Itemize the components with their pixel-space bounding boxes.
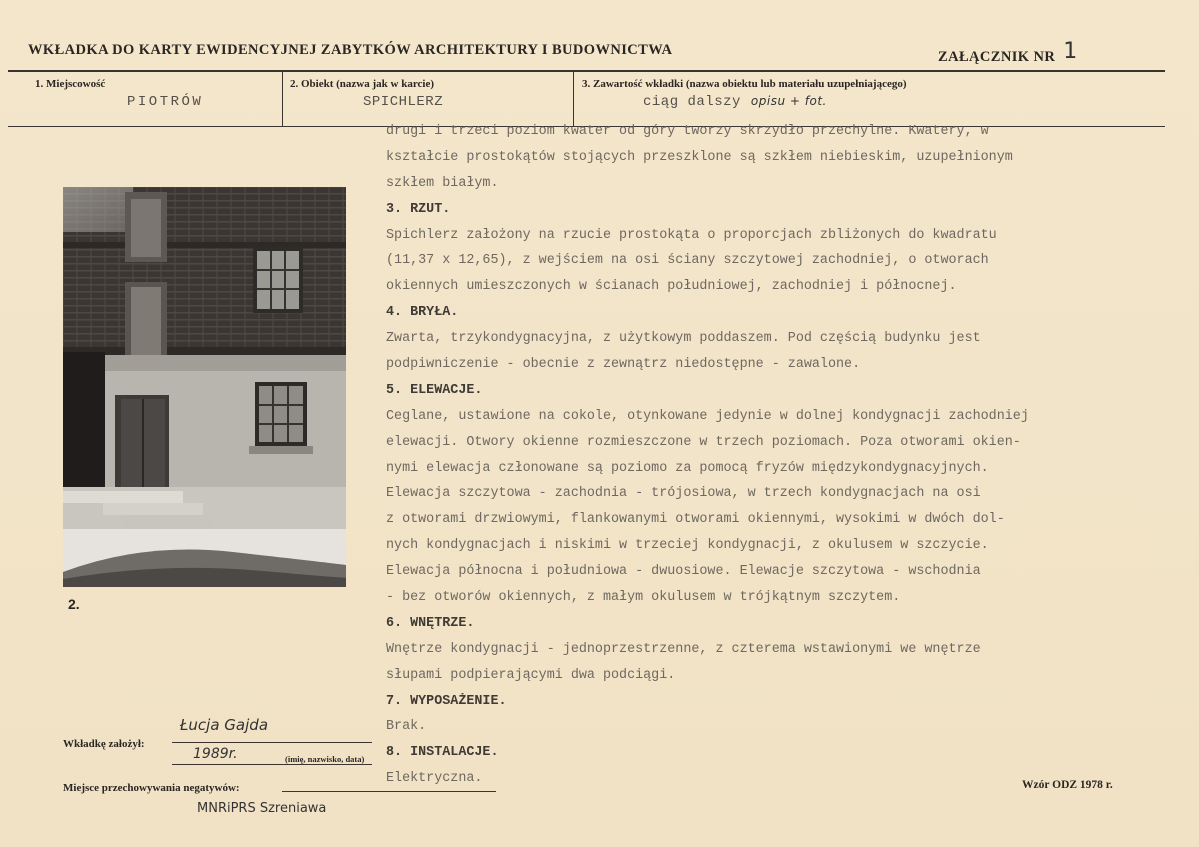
description-line: okiennych umieszczonych w ścianach południowej, zachodniej i północnej. [386,279,957,295]
description-line: - bez otworów okiennych, z małym okulusem w trójkątnym szczytem. [386,590,901,606]
negatives-line [282,791,496,792]
object-label: 2. Obiekt (nazwa jak w karcie) [290,78,435,90]
annex-heading [938,39,1078,67]
description-line: Elewacja szczytowa - zachodnia - trójosiowa, w trzech kondygnacjach na osi [386,486,981,502]
description-line: Elewacja północna i południowa - dwuosiowe. Elewacje szczytowa - wschodnia [386,564,981,580]
contents-handwritten: opisu + fot. [750,94,827,108]
negatives-location: MNRiPRS Szreniawa [197,801,327,816]
contents-value [643,94,827,110]
description-line: Elektryczna. [386,771,483,787]
created-by-line [172,742,372,743]
negatives-label: Miejsce przechowywania negatywów: [63,782,240,794]
template-version: Wzór ODZ 1978 r. [1022,779,1113,791]
section-heading: 8. INSTALACJE. [386,745,499,761]
locality-value: PIOTRÓW [127,94,204,110]
created-by-label: Wkładkę założył: [63,738,145,750]
description-line: nych kondygnacjach i niskimi w trzeciej kondygnacji, z okulusem w szczycie. [386,538,989,554]
description-line: Spichlerz założony na rzucie prostokąta o proporcjach zbliżonych do kwadratu [386,227,997,243]
description-line: Brak. [386,719,427,735]
description-line: nymi elewacja członowane są poziomo za pomocą fryzów międzykondygnacyjnych. [386,460,989,476]
annex-label: ZAŁĄCZNIK NR [938,49,1056,65]
description-line: drugi i trzeci poziom kwater od góry tworzy skrzydło przechylne. Kwatery, w [386,124,989,139]
description-line: elewacji. Otwory okienne rozmieszczone w trzech poziomach. Poza otworami okien- [386,434,1021,450]
description-line: kształcie prostokątów stojących przeszklone są szkłem niebieskim, uzupełnionym [386,149,1013,165]
description-line: Ceglane, ustawione na cokole, otynkowane jedynie w dolnej kondygnacji zachodniej [386,408,1029,424]
description-line: Zwarta, trzykondygnacyjna, z użytkowym poddaszem. Pod częścią budynku jest [386,331,981,347]
object-value: SPICHLERZ [363,94,444,110]
locality-label: 1. Miejscowość [35,78,106,90]
building-photo [63,187,346,587]
description-line: (11,37 x 12,65), z wejściem na osi ściany szczytowej zachodniej, o otworach [386,253,989,269]
contents-typed: ciąg dalszy [643,94,741,110]
section-heading: 4. BRYŁA. [386,305,459,321]
description-line: szkłem białym. [386,175,499,191]
created-hint: (imię, nazwisko, data) [285,754,365,764]
photo-number: 2. [68,596,80,612]
contents-label: 3. Zawartość wkładki (nazwa obiektu lub materiału uzupełniającego) [582,78,907,90]
description-line: podpiwniczenie - obecnie z zewnątrz niedostępne - zawalone. [386,357,861,373]
description-line: z otworami drzwiowymi, flankowanymi otworami okiennymi, wysokimi w dwóch dol- [386,512,1005,528]
section-heading: 6. WNĘTRZE. [386,615,475,631]
description-text [386,124,1191,792]
created-date-line [172,764,372,765]
created-by-name: Łucja Gajda [180,716,269,734]
header-rule [8,70,1165,72]
section-heading: 7. WYPOSAŻENIE. [386,693,507,709]
field-divider [573,72,574,126]
annex-number: 1 [1063,39,1078,64]
document-title: WKŁADKA DO KARTY EWIDENCYJNEJ ZABYTKÓW ARCHITEKTURY I BUDOWNICTWA [28,42,673,58]
field-divider [282,72,283,126]
description-line: słupami podpierającymi dwa podciągi. [386,667,676,683]
section-heading: 5. ELEWACJE. [386,382,483,398]
created-date: 1989r. [193,746,238,762]
section-heading: 3. RZUT. [386,201,451,217]
description-line: Wnętrze kondygnacji - jednoprzestrzenne, z czterema wstawionymi we wnętrze [386,641,981,657]
